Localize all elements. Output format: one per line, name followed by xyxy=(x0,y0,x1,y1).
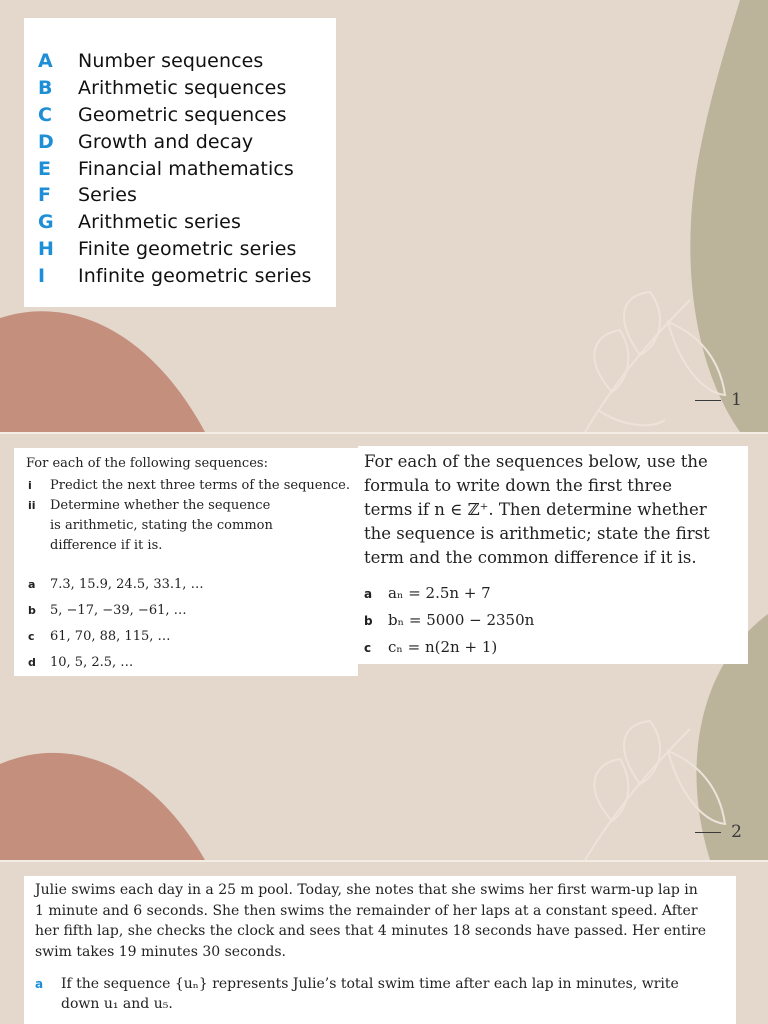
sequence-item xyxy=(28,577,204,592)
topic-letter: H xyxy=(38,237,54,260)
item-text: 5, −17, −39, −61, … xyxy=(50,603,187,618)
word-problem-panel xyxy=(24,876,736,1024)
topic-item xyxy=(38,102,336,129)
formula-item xyxy=(364,584,491,602)
exercise-intro: For each of the following sequences: xyxy=(26,456,268,471)
item-label: b xyxy=(364,614,373,628)
topic-letter: A xyxy=(38,50,53,73)
page-number: 1 xyxy=(695,390,742,410)
topic-item xyxy=(38,236,336,263)
sequence-item xyxy=(28,655,133,670)
slide-1 xyxy=(0,0,768,432)
topic-title: Number sequences xyxy=(78,50,264,73)
item-label: c xyxy=(364,641,372,655)
problem-line: Julie swims each day in a 25 m pool. Today, she notes that she swims her first warm-up lap in xyxy=(35,882,698,898)
instruction-text: Determine whether the sequence xyxy=(50,498,271,513)
item-label: a xyxy=(364,587,373,601)
topic-letter: F xyxy=(38,184,51,207)
topic-list xyxy=(24,18,336,307)
item-text: 10, 5, 2.5, … xyxy=(50,655,134,670)
topic-item xyxy=(38,155,336,182)
problem-line: 1 minute and 6 seconds. She then swims the remainder of her laps at a constant speed. After xyxy=(35,902,698,919)
exercise-right-panel xyxy=(358,446,748,664)
formula-item xyxy=(364,638,497,656)
instruction-line: the sequence is arithmetic; state the first xyxy=(364,524,710,543)
item-label: c xyxy=(28,630,35,643)
topic-letter: I xyxy=(38,264,46,287)
topic-title: Growth and decay xyxy=(78,130,254,153)
topic-title: Infinite geometric series xyxy=(78,264,312,287)
instruction-text: is arithmetic, stating the common xyxy=(50,518,273,533)
instruction-text: difference if it is. xyxy=(50,538,163,553)
instruction-line: term and the common difference if it is. xyxy=(364,548,697,567)
olive-blob xyxy=(690,0,768,432)
topic-item xyxy=(38,209,336,236)
instruction-text: Predict the next three terms of the sequence. xyxy=(50,478,350,493)
terracotta-blob xyxy=(0,311,205,432)
instruction-line: terms if n ∈ ℤ⁺. Then determine whether xyxy=(364,500,707,519)
instruction-line xyxy=(28,498,270,513)
item-text: 7.3, 15.9, 24.5, 33.1, … xyxy=(50,577,204,592)
sequence-item xyxy=(28,603,187,618)
problem-line: swim takes 19 minutes 30 seconds. xyxy=(35,943,286,960)
formula-text: bₙ = 5000 − 2350n xyxy=(388,611,535,629)
topic-title: Geometric sequences xyxy=(78,103,287,126)
item-label: a xyxy=(28,578,36,591)
topic-letter: E xyxy=(38,157,51,180)
formula-text: aₙ = 2.5n + 7 xyxy=(388,584,491,602)
topic-item xyxy=(38,262,336,289)
topic-letter: G xyxy=(38,211,54,234)
topic-item xyxy=(38,48,336,75)
question-line xyxy=(35,996,173,1012)
topic-letter: D xyxy=(38,130,54,153)
instruction-label: ii xyxy=(28,499,36,512)
question-text: down u₁ and u₅. xyxy=(61,996,173,1012)
formula-item xyxy=(364,611,534,629)
formula-text: cₙ = n(2n + 1) xyxy=(388,638,498,656)
sequence-item xyxy=(28,629,171,644)
slide-3 xyxy=(0,862,768,1024)
exercise-left-panel xyxy=(14,448,358,676)
topic-title: Arithmetic sequences xyxy=(78,77,287,100)
question-label: a xyxy=(35,977,44,991)
instruction-line: For each of the sequences below, use the xyxy=(364,452,708,471)
question-text: If the sequence {uₙ} represents Julie’s total swim time after each lap in minutes, write xyxy=(61,976,679,992)
topic-title: Arithmetic series xyxy=(78,211,241,234)
topic-item xyxy=(38,182,336,209)
question-line xyxy=(35,976,679,992)
topic-title: Finite geometric series xyxy=(78,237,297,260)
item-label: b xyxy=(28,604,36,617)
topic-letter: C xyxy=(38,103,52,126)
topic-title: Series xyxy=(78,184,138,207)
problem-line: her fifth lap, she checks the clock and sees that 4 minutes 18 seconds have passed. Her entire xyxy=(35,923,707,939)
terracotta-blob xyxy=(0,753,205,860)
topic-item xyxy=(38,128,336,155)
instruction-label: i xyxy=(28,479,32,492)
instruction-line xyxy=(28,538,162,553)
instruction-line: formula to write down the first three xyxy=(364,476,672,495)
slide-2 xyxy=(0,434,768,860)
instruction-line xyxy=(28,478,350,493)
item-text: 61, 70, 88, 115, … xyxy=(50,629,171,644)
instruction-line xyxy=(28,518,273,533)
item-label: d xyxy=(28,656,36,669)
page-number: 2 xyxy=(695,822,742,842)
topic-letter: B xyxy=(38,77,53,100)
topic-title: Financial mathematics xyxy=(78,157,294,180)
topic-item xyxy=(38,75,336,102)
